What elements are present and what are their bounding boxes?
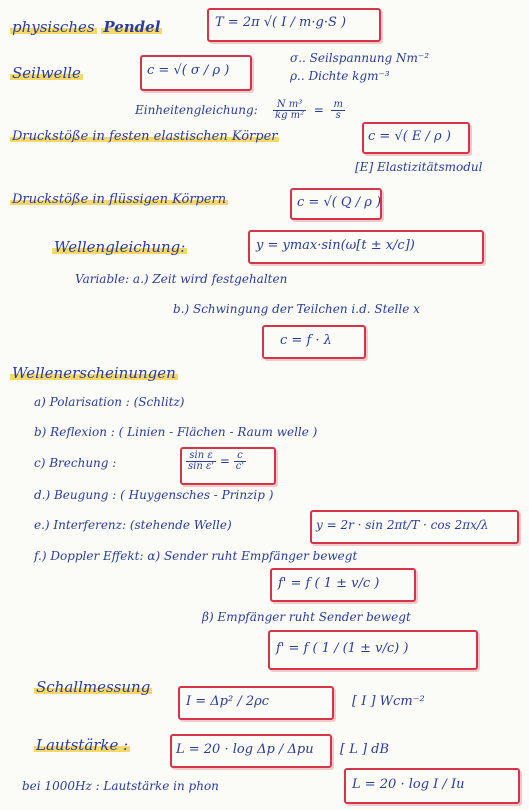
- heading-wellengleichung: [52, 240, 187, 255]
- brech-right-fraction: [234, 451, 246, 472]
- wellen-formula: y = ymax·sin(ω[t ± x/c]): [256, 238, 415, 253]
- einheiten-right-num: m: [333, 99, 343, 110]
- brech-num-right: c: [234, 451, 246, 462]
- intensity-unit: [ I ] Wcm⁻²: [352, 694, 425, 709]
- brech-den-right: c': [235, 461, 245, 472]
- druck-fest-text: Druckstöße in festen elastischen Körper: [12, 129, 278, 144]
- druck-fest-formula: c = √( E / ρ ): [368, 129, 451, 144]
- heading-wellenerscheinungen: [10, 366, 178, 381]
- intensity-formula: I = Δp² / 2ρc: [186, 694, 270, 709]
- physisches-text: physisches: [12, 18, 95, 36]
- druck-fluessig-formula: c = √( Q / ρ ): [297, 195, 382, 210]
- item-doppler: f.) Doppler Effekt: α) Sender ruht Empfänger bewegt: [34, 549, 358, 563]
- c-formula: c = f · λ: [280, 333, 332, 348]
- phon-formula: L = 20 · log I / Iu: [352, 777, 465, 792]
- item-reflexion: b) Reflexion : ( Linien - Flächen - Raum welle ): [34, 425, 318, 439]
- seil-formula: c = √( σ / ρ ): [147, 63, 230, 78]
- heading-druck-fest: [10, 130, 279, 143]
- einheiten-left-fraction: [273, 100, 306, 121]
- heading-druck-fluessig: [10, 193, 228, 206]
- heading-physisches-pendel: [10, 20, 162, 35]
- brech-left-fraction: [186, 451, 216, 472]
- brechung-formula: $\frac{\text{sin ε}}{\text{sin ε'}}$ = $\frac{c}{c'}$: [188, 450, 245, 472]
- variable-b: b.) Schwingung der Teilchen i.d. Stelle x: [173, 302, 420, 316]
- rho-definition: ρ.. Dichte kgm⁻³: [290, 69, 390, 83]
- item-polarisation: a) Polarisation : (Schlitz): [34, 395, 185, 409]
- item-interferenz: e.) Interferenz: (stehende Welle): [34, 518, 232, 532]
- einheitengleichung: Einheitengleichung: $\frac{\text{N m³}}{\text{kg m²}}$ = $\frac{m}{s}$: [135, 99, 343, 121]
- laut-unit: [ L ] dB: [340, 742, 390, 757]
- lautstaerke-text: Lautstärke :: [36, 736, 129, 754]
- einheiten-left-num: N m³: [273, 100, 306, 111]
- einheiten-left-den: kg m²: [275, 110, 305, 121]
- einheiten-label: Einheitengleichung:: [135, 103, 258, 117]
- beta-case: β) Empfänger ruht Sender bewegt: [202, 610, 411, 624]
- heading-schallmessung: [34, 680, 152, 695]
- heading-seilwelle: [10, 66, 83, 81]
- wellenerscheinungen-text: Wellenerscheinungen: [12, 364, 176, 382]
- item-beugung: d.) Beugung : ( Huygensches - Prinzip ): [34, 488, 274, 502]
- interferenz-formula: y = 2r · sin 2πt/T · cos 2πx/λ: [316, 518, 489, 532]
- wellengleichung-text: Wellengleichung:: [54, 238, 186, 256]
- schallmessung-text: Schallmessung: [36, 678, 151, 696]
- bei-1000hz: bei 1000Hz : Lautstärke in phon: [22, 779, 219, 793]
- doppler1-formula: f' = f ( 1 ± v/c ): [278, 576, 380, 591]
- item-brechung: c) Brechung :: [34, 456, 117, 470]
- brech-num-left: sin ε: [186, 451, 216, 462]
- variable-a: Variable: a.) Zeit wird festgehalten: [75, 272, 288, 286]
- pendel-text: Pendel: [103, 18, 161, 36]
- sigma-definition: σ.. Seilspannung Nm⁻²: [290, 51, 430, 65]
- einheiten-right-fraction: [331, 100, 344, 121]
- laut-formula: L = 20 · log Δp / Δpu: [176, 742, 314, 757]
- seilwelle-text: Seilwelle: [12, 64, 81, 82]
- elastizitaetsmodul: [E] Elastizitätsmodul: [355, 160, 483, 174]
- heading-lautstaerke: [34, 738, 130, 753]
- einheiten-right-den: s: [335, 110, 341, 121]
- pendel-formula: T = 2π √( I / m·g·S ): [215, 15, 347, 30]
- druck-fluessig-text: Druckstöße in flüssigen Körpern: [12, 192, 227, 207]
- brech-den-left: sin ε': [188, 461, 215, 472]
- doppler2-formula: f' = f ( 1 / (1 ± v/c) ): [276, 641, 409, 656]
